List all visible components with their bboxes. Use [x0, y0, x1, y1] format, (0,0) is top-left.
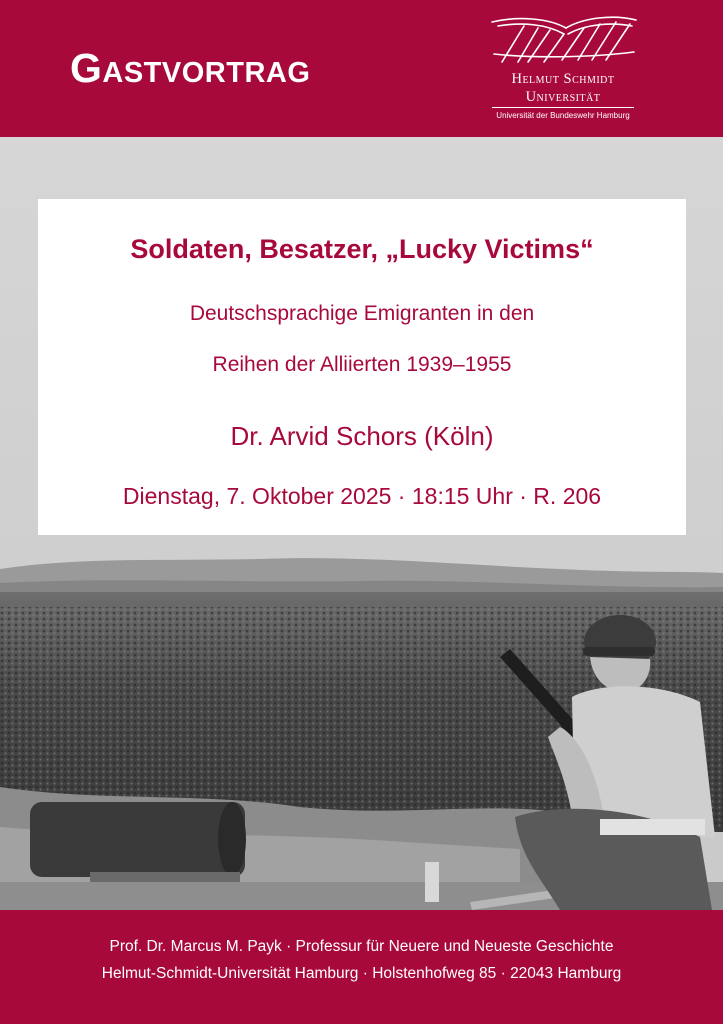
wing-logo-icon	[488, 14, 638, 66]
poster-heading: Gastvortrag	[70, 45, 311, 91]
talk-title: Soldaten, Besatzer, „Lucky Victims“	[130, 234, 594, 264]
event-date-time-room: Dienstag, 7. Oktober 2025 · 18:15 Uhr · R. 206	[122, 483, 602, 509]
logo-name-line2: Universität	[525, 89, 601, 105]
university-logo	[480, 14, 646, 126]
logo-name-line1: Helmut Schmidt	[511, 71, 615, 87]
header-banner	[0, 0, 723, 137]
host-professorship: Prof. Dr. Marcus M. Payk · Professur für Neuere und Neueste Geschichte	[109, 938, 614, 955]
talk-subtitle-line2: Reihen der Alliierten 1939–1955	[212, 353, 512, 376]
university-address: Helmut-Schmidt-Universität Hamburg · Holstenhofweg 85 · 22043 Hamburg	[101, 965, 622, 982]
logo-subline: Universität der Bundeswehr Hamburg	[496, 111, 630, 120]
speaker-name: Dr. Arvid Schors (Köln)	[230, 421, 494, 451]
footer-banner	[0, 910, 723, 1024]
event-info-box	[38, 199, 686, 535]
logo-divider	[492, 107, 634, 108]
talk-subtitle-line1: Deutschsprachige Emigranten in den	[189, 302, 535, 325]
